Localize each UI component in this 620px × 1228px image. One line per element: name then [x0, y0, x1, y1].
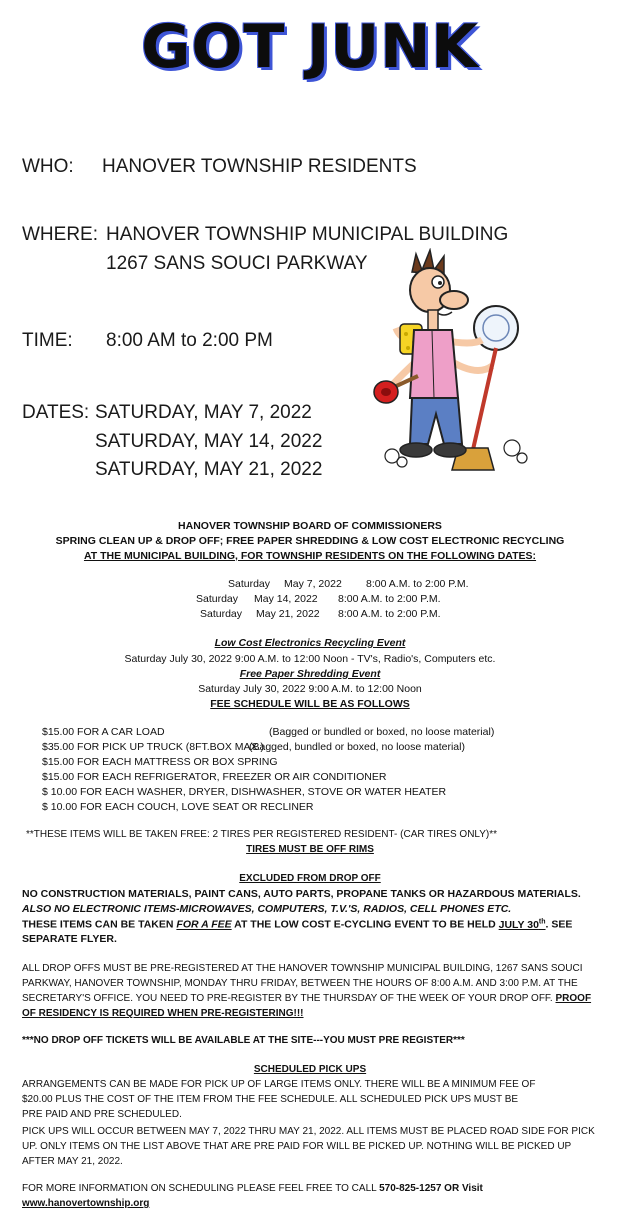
electronics-event-title: Low Cost Electronics Recycling Event: [214, 637, 406, 649]
excluded-line1: NO CONSTRUCTION MATERIALS, PAINT CANS, AUTO PARTS, PROPANE TANKS OR HAZARDOUS MATERIALS.: [22, 888, 581, 900]
who-value: HANOVER TOWNSHIP RESIDENTS: [102, 156, 417, 177]
fee-item: [42, 786, 446, 798]
flyer-title: GOT JUNK: [141, 12, 479, 82]
shredding-event-title: Free Paper Shredding Event: [239, 668, 381, 680]
board-line3: AT THE MUNICIPAL BUILDING, FOR TOWNSHIP RESIDENTS ON THE FOLLOWING DATES:: [83, 550, 537, 562]
fee-text: $ 10.00 FOR EACH WASHER, DRYER, DISHWASHER, STOVE OR WATER HEATER: [42, 786, 447, 798]
date-1: SATURDAY, MAY 7, 2022: [95, 402, 312, 423]
time-value: 8:00 AM to 2:00 PM: [106, 330, 273, 351]
schedule-date: May 21, 2022: [256, 608, 320, 620]
excluded-heading: EXCLUDED FROM DROP OFF: [239, 873, 381, 884]
cleaning-man-illustration: [372, 248, 532, 476]
excluded-line2: ALSO NO ELECTRONIC ITEMS-MICROWAVES, COMPUTERS, T.V.'S, RADIOS, CELL PHONES ETC.: [22, 903, 512, 915]
july-30-text: JULY 30: [498, 918, 539, 931]
dates-row: [22, 402, 312, 424]
schedule-time: 8:00 A.M. to 2:00 P.M.: [338, 608, 441, 620]
who-label: WHO:: [22, 156, 74, 177]
fee-text: $15.00 FOR A CAR LOAD: [42, 726, 165, 738]
time-label: TIME:: [22, 330, 73, 351]
schedule-row: [196, 593, 441, 605]
fee-text: $15.00 FOR EACH MATTRESS OR BOX SPRING: [42, 756, 278, 768]
schedule-date: May 14, 2022: [254, 593, 318, 605]
date-3: SATURDAY, MAY 21, 2022: [95, 459, 323, 480]
fee-text: $15.00 FOR EACH REFRIGERATOR, FREEZER OR AIR CONDITIONER: [42, 771, 387, 783]
excluded-line3-e: . SEE: [545, 918, 573, 931]
excluded-line4: SEPARATE FLYER.: [22, 933, 117, 945]
registration-paragraph: [22, 961, 602, 1021]
excluded-line3: [22, 918, 572, 931]
registration-text: ALL DROP OFFS MUST BE PRE-REGISTERED AT THE HANOVER TOWNSHIP MUNICIPAL BUILDING, 1267 SANS SOUCI PARKWAY, HANOVER TOWNSHIP, MONDAY THRU FRIDAY, BETWEEN THE HOURS OF 8:00 A.M. AND 3:00 P.M. AT THE SECRETARY'S OFFICE. YOU NEED TO PRE-REGISTER BY THE THURSDAY OF THE WEEK OF YOUR DROP OFF.: [22, 963, 583, 1004]
pickups-line4: PICK UPS WILL OCCUR BETWEEN MAY 7, 2022 THRU MAY 21, 2022. ALL ITEMS MUST BE PLACED ROAD SIDE FOR PICK UP. ONLY ITEMS ON THE LIST ABOVE THAT ARE PRE PAID FOR WILL BE PICKED UP. NOTHING WILL BE PICKED UP AFTER MAY 21, 2022.: [22, 1126, 595, 1167]
excluded-line3-a: THESE ITEMS CAN BE TAKEN: [22, 918, 177, 931]
schedule-day: Saturday: [200, 608, 243, 620]
schedule-date: May 7, 2022: [284, 578, 342, 590]
no-tickets-note: ***NO DROP OFF TICKETS WILL BE AVAILABLE AT THE SITE---YOU MUST PRE REGISTER***: [22, 1035, 465, 1046]
footer-contact: [22, 1183, 483, 1194]
pickups-heading: SCHEDULED PICK UPS: [253, 1064, 367, 1075]
fee-text: $ 10.00 FOR EACH COUCH, LOVE SEAT OR RECLINER: [42, 801, 314, 813]
schedule-time: 8:00 A.M. to 2:00 P.M.: [366, 578, 469, 590]
schedule-row: [200, 608, 441, 620]
board-line1: HANOVER TOWNSHIP BOARD OF COMMISSIONERS: [178, 520, 442, 532]
website-link[interactable]: www.hanovertownship.org: [22, 1198, 150, 1209]
fee-schedule-heading: FEE SCHEDULE WILL BE AS FOLLOWS: [210, 698, 410, 710]
where-line2: 1267 SANS SOUCI PARKWAY: [106, 253, 368, 274]
schedule-day: Saturday: [228, 578, 271, 590]
pickups-line3: PRE PAID AND PRE SCHEDULED.: [22, 1109, 182, 1120]
footer-text: FOR MORE INFORMATION ON SCHEDULING PLEASE FEEL FREE TO CALL: [22, 1183, 380, 1194]
schedule-time: 8:00 A.M. to 2:00 P.M.: [338, 593, 441, 605]
time-row: [22, 330, 273, 352]
fee-note: (Bagged or bundled or boxed, no loose material): [269, 726, 495, 738]
shredding-event-details: Saturday July 30, 2022 9:00 A.M. to 12:00 Noon: [198, 683, 422, 695]
free-items-note: **THESE ITEMS WILL BE TAKEN FREE: 2 TIRES PER REGISTERED RESIDENT- (CAR TIRES ONLY)**: [26, 829, 498, 840]
schedule-day: Saturday: [196, 593, 239, 605]
july-30-sup: th: [538, 918, 546, 925]
july-30: [499, 919, 546, 931]
board-line2: SPRING CLEAN UP & DROP OFF; FREE PAPER SHREDDING & LOW COST ELECTRONIC RECYCLING: [55, 535, 565, 547]
pickups-line2: $20.00 PLUS THE COST OF THE ITEM FROM THE FEE SCHEDULE. ALL SCHEDULED PICK UPS MUST BE: [22, 1094, 519, 1105]
who-row: [22, 156, 417, 178]
dates-label: DATES:: [22, 402, 90, 423]
date-2: SATURDAY, MAY 14, 2022: [95, 431, 323, 452]
footer-phone[interactable]: 570-825-1257 OR Visit: [379, 1183, 483, 1194]
pickups-line1: ARRANGEMENTS CAN BE MADE FOR PICK UP OF LARGE ITEMS ONLY. THERE WILL BE A MINIMUM FEE OF: [22, 1079, 536, 1090]
proof-of-residency: PROOF OF RESIDENCY IS REQUIRED WHEN PRE-REGISTERING!!!: [22, 993, 592, 1019]
fee-item: [42, 801, 314, 813]
fee-item: [42, 741, 465, 753]
schedule-row: [228, 578, 469, 590]
fee-item: [42, 726, 495, 738]
where-line1: HANOVER TOWNSHIP MUNICIPAL BUILDING: [106, 224, 509, 245]
for-a-fee: FOR A FEE: [176, 918, 232, 931]
where-label: WHERE:: [22, 224, 98, 245]
electronics-event-details: Saturday July 30, 2022 9:00 A.M. to 12:00 Noon - TV's, Radio's, Computers etc.: [124, 653, 496, 665]
tires-note: TIRES MUST BE OFF RIMS: [246, 844, 374, 855]
fee-item: [42, 771, 386, 783]
fee-note: (Bagged, bundled or boxed, no loose material): [249, 741, 465, 753]
where-row: [22, 224, 508, 246]
fee-text: $35.00 FOR PICK UP TRUCK (8FT.BOX MAX.): [42, 741, 264, 753]
fee-item: [42, 756, 278, 768]
excluded-line3-c: AT THE LOW COST E-CYCLING EVENT TO BE HELD: [231, 918, 499, 931]
